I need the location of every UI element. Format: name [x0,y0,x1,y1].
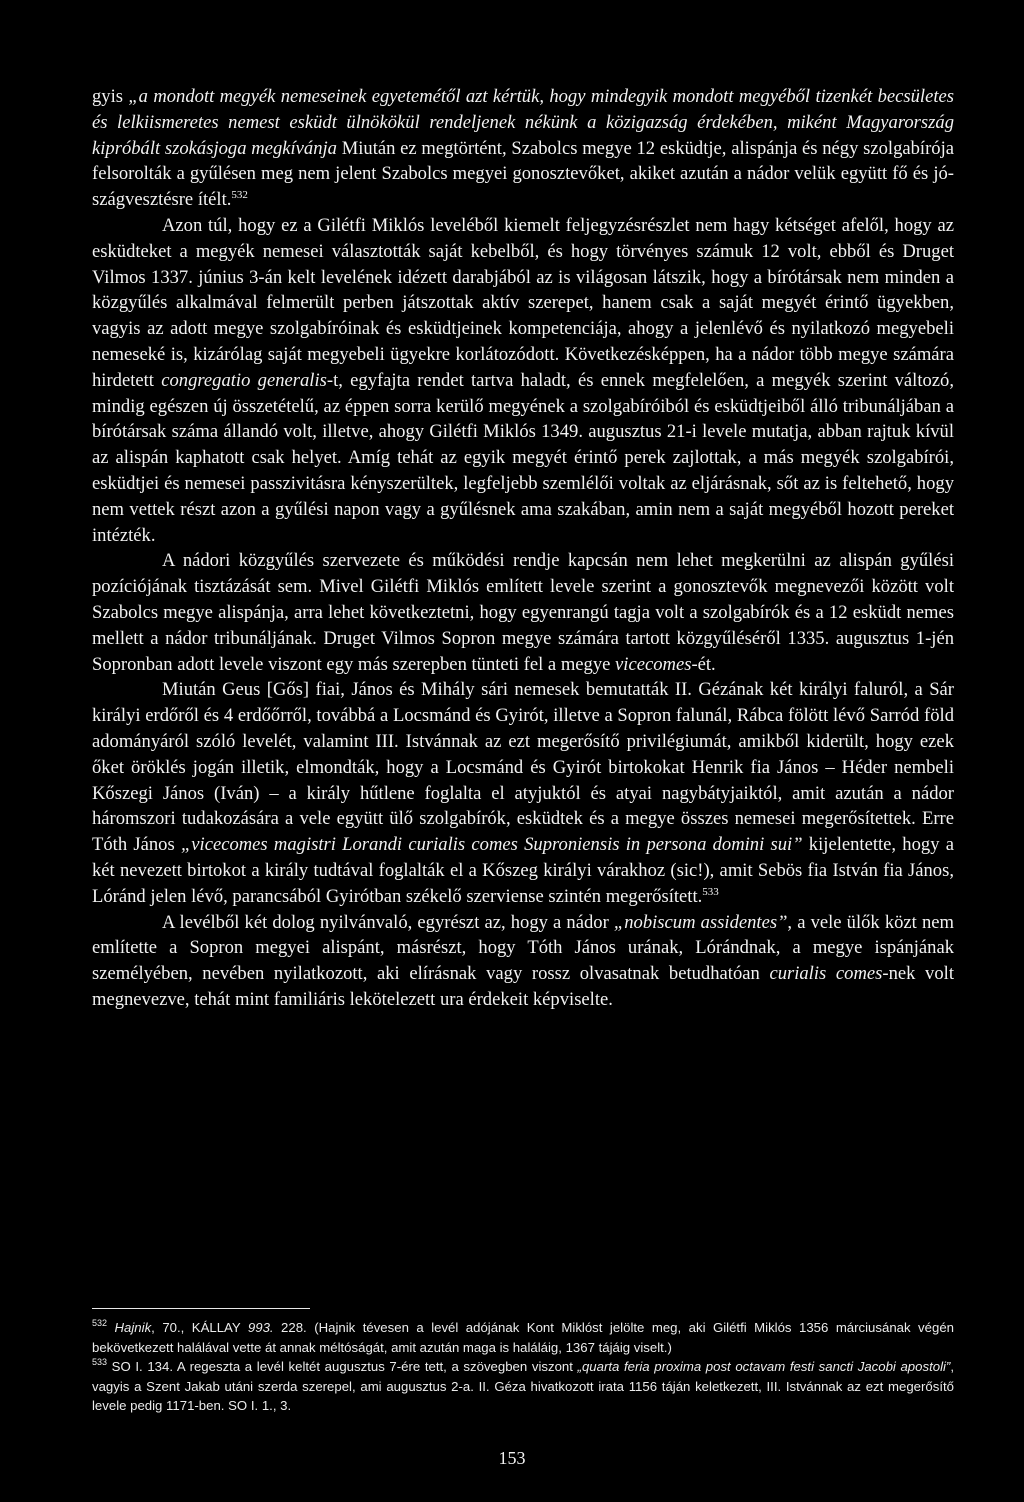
footnote-separator [92,1308,310,1309]
paragraph-3 [92,548,954,677]
footnote-532 [92,1318,954,1357]
paragraph-3-text-2: -ét. [691,653,716,675]
paragraph-4 [92,677,954,909]
paragraph-5 [92,910,954,1013]
footnote-ref-533[interactable]: 533 [702,885,719,898]
paragraph-2-text-2: -t, egyfajta rendet tartva haladt, és ennek megfelelően, a megyék szerint változó, mindig egészen új összetételű, az éppen sorra kerülő megyének a szolgabíróiból és esküdtjeiből álló tribunáljában a bírótársak száma állandó volt, illetve, ahogy Gilétfi Miklós 1349. augusztus 21-i levele mutatja, abban rajtuk kívül az alispán kaphatott csak helyet. Amíg tehát az egyik megyét érintő perek zajlottak, a más megyék szolgabírói, esküdtjei és nemesei passzivitásra kényszerültek, legfeljebb szemlélői voltak az eljárásnak, sőt az is feltehető, hogy nem vettek részt azon a gyűlési napon vagy a gyűlésnek ama szakában, amin nem a saját megyéből hozott pereket intézték. [92,369,955,546]
paragraph-3-latin-term: vicecomes [615,653,692,675]
footnote-532-ref: 993. [247,1320,274,1335]
paragraph-1-quote: „a mondott megyék nemeseinek egyetemétől azt kértük, hogy mindegyik mondott megyéből tizenkét becsületes és lelkiismeretes nemest esküdt ülnökökül rendeljenek nékünk a közigazság érdekében, miként Magyarország kipróbált szokásjoga megkívánja [92,86,954,159]
paragraph-1 [92,84,954,213]
footnote-533-number: 533 [92,1357,108,1368]
footnote-533-text-1: SO I. 134. A regeszta a levél keltét augusztus 7-ére tett, a szövegben viszont [107,1359,578,1375]
footnote-532-text-2: 228. (Hajnik tévesen a levél adójának Kont Miklóst jelölte meg, aki Gilétfi Miklós 1356 márciusának végén bekövetkezett halálával vette át annak méltóságát, amit azután maga is haláláig, 1367 tájáig viselt.) [92,1320,954,1355]
paragraph-3-text-1: A nádori közgyűlés szervezete és működési rendje kapcsán nem lehet megkerülni az alispán gyűlési pozíciójának tisztázását sem. Mivel Gilétfi Miklós említett levele szerint a gonosztevők megnevezői között volt Szabolcs megye alispánja, arra lehet következtetni, hogy egyenrangú tagja volt a szolgabírók és a 12 esküdt nemes mellett a nádor tribunáljának. Druget Vilmos Sopron megye számára tartott közgyűléséről 1335. augusztus 1-jén Sopronban adott levele viszont egy más szerepben tünteti fel a megye [92,550,954,675]
footnote-532-author: Hajnik [114,1320,152,1335]
page-number: 153 [498,1448,526,1468]
paragraph-1-text-1: gyis [92,86,129,107]
footnote-533 [92,1357,954,1416]
footnote-533-latin-quote: „quarta feria proxima post octavam festi sancti Jacobi apostoli” [577,1359,951,1375]
paragraph-5-text-2: , a vele ülők közt nem említette a Sopron megyei alispánt, másrészt, hogy Tóth János urának, Lórándnak, a megye ispánjának személyében, nevében nyilatkozott, aki elírásnak vagy rossz olvasatnak betudhatóan [92,911,954,985]
footnotes [92,1318,954,1416]
body-text [92,84,954,1013]
paragraph-5-latin-quote: „nobiscum assidentes” [613,911,788,933]
paragraph-5-latin-term: curialis comes [769,963,883,985]
paragraph-1-text-2: Miután ez megtörtént, Szabolcs megye 12 esküdtje, alispánja és négy szolgabírója felsorolták a gyűlésen meg nem jelent Szabolcs megyei gonosztevőket, akiket azután a nádor velük együtt fő és jószágvesztésre ítélt. [92,137,955,211]
page-content [92,84,954,1013]
paragraph-5-text-3: -nek volt megnevezve, tehát mint familiáris lekötelezett ura érdekeit képviselte. [92,963,954,1010]
footnote-533-text-2: , vagyis a Szent Jakab utáni szerda szerepel, ami augusztus 2-a. II. Géza hivatkozott irata 1156 táján keletkezett, III. Istvánnak az ezt megerősítő levele pedig 1171-ben. SO I. 1., 3. [92,1359,954,1414]
paragraph-4-latin-quote: „vicecomes magistri Lorandi curialis comes Suproniensis in persona domini sui” [180,834,803,856]
paragraph-2 [92,213,954,548]
footnote-532-text-1: , 70., KÁLLAY [151,1320,248,1335]
paragraph-4-text-2: kijelentette, hogy a két nevezett birtokot a király tudtával foglalták el a Kőszeg királyi várakhoz (sic!), amit Sebös fia István fia János, Lóránd jelen lévő, parancsából Gyirótban székelő szerviense szintén megerősített. [92,834,954,907]
footnote-ref-532[interactable]: 532 [231,189,248,202]
paragraph-4-text-1: Miután Geus [Gős] fiai, János és Mihály sári nemesek bemutatták II. Gézának két királyi faluról, a Sár királyi erdőről és 4 erdőőrről, továbbá a Locsmánd és Gyirót, illetve a Sopron falunál, Rábca fölött lévő Sarród föld adományáról szóló levelét, valamint III. Istvánnak az ezt megerősítő privilégiumát, amikből kiderült, hogy ezek őket öröklés jogán illetik, elmondták, hogy a Locsmánd és Gyirót birtokokat Henrik fia János – Héder nembeli Kőszegi János (Iván) – a király hűtlene foglalta el atyjuktól és atyai nagybátyjaiktól, amit azután a nádor háromszori tudakozására a vele együtt ülő szolgabírók, esküdtek és a megye összes nemesei megerősítettek. Erre Tóth János [92,679,954,856]
paragraph-2-text-1: Azon túl, hogy ez a Gilétfi Miklós leveléből kiemelt feljegyzésrészlet nem hagy kétséget afelől, hogy az esküdteket a megyék nemesei választották saját kebelből, és hogy törvényes számuk 12 volt, ebből és Druget Vilmos 1337. június 3-án kelt levelének idézett darabjából az is világosan látszik, hogy a bírótársak nem minden a közgyűlés alkalmával felmerült perben játszottak aktív szerepet, hanem csak a saját megyét érintő ügyekben, vagyis az adott megye szolgabíróinak és esküdtjeinek kompetenciája, ahogy a jelenlévő és nyilatkozó megyebeli nemeseké is, kizárólag saját megyebeli ügyekre korlátozódott. Következésképpen, ha a nádor több megye számára hirdetett [92,214,954,391]
paragraph-5-text-1: A levélből két dolog nyilvánvaló, egyrészt az, hogy a nádor [162,911,614,933]
footnote-532-number: 532 [92,1318,108,1328]
paragraph-2-latin-term: congregatio generalis [161,369,327,391]
